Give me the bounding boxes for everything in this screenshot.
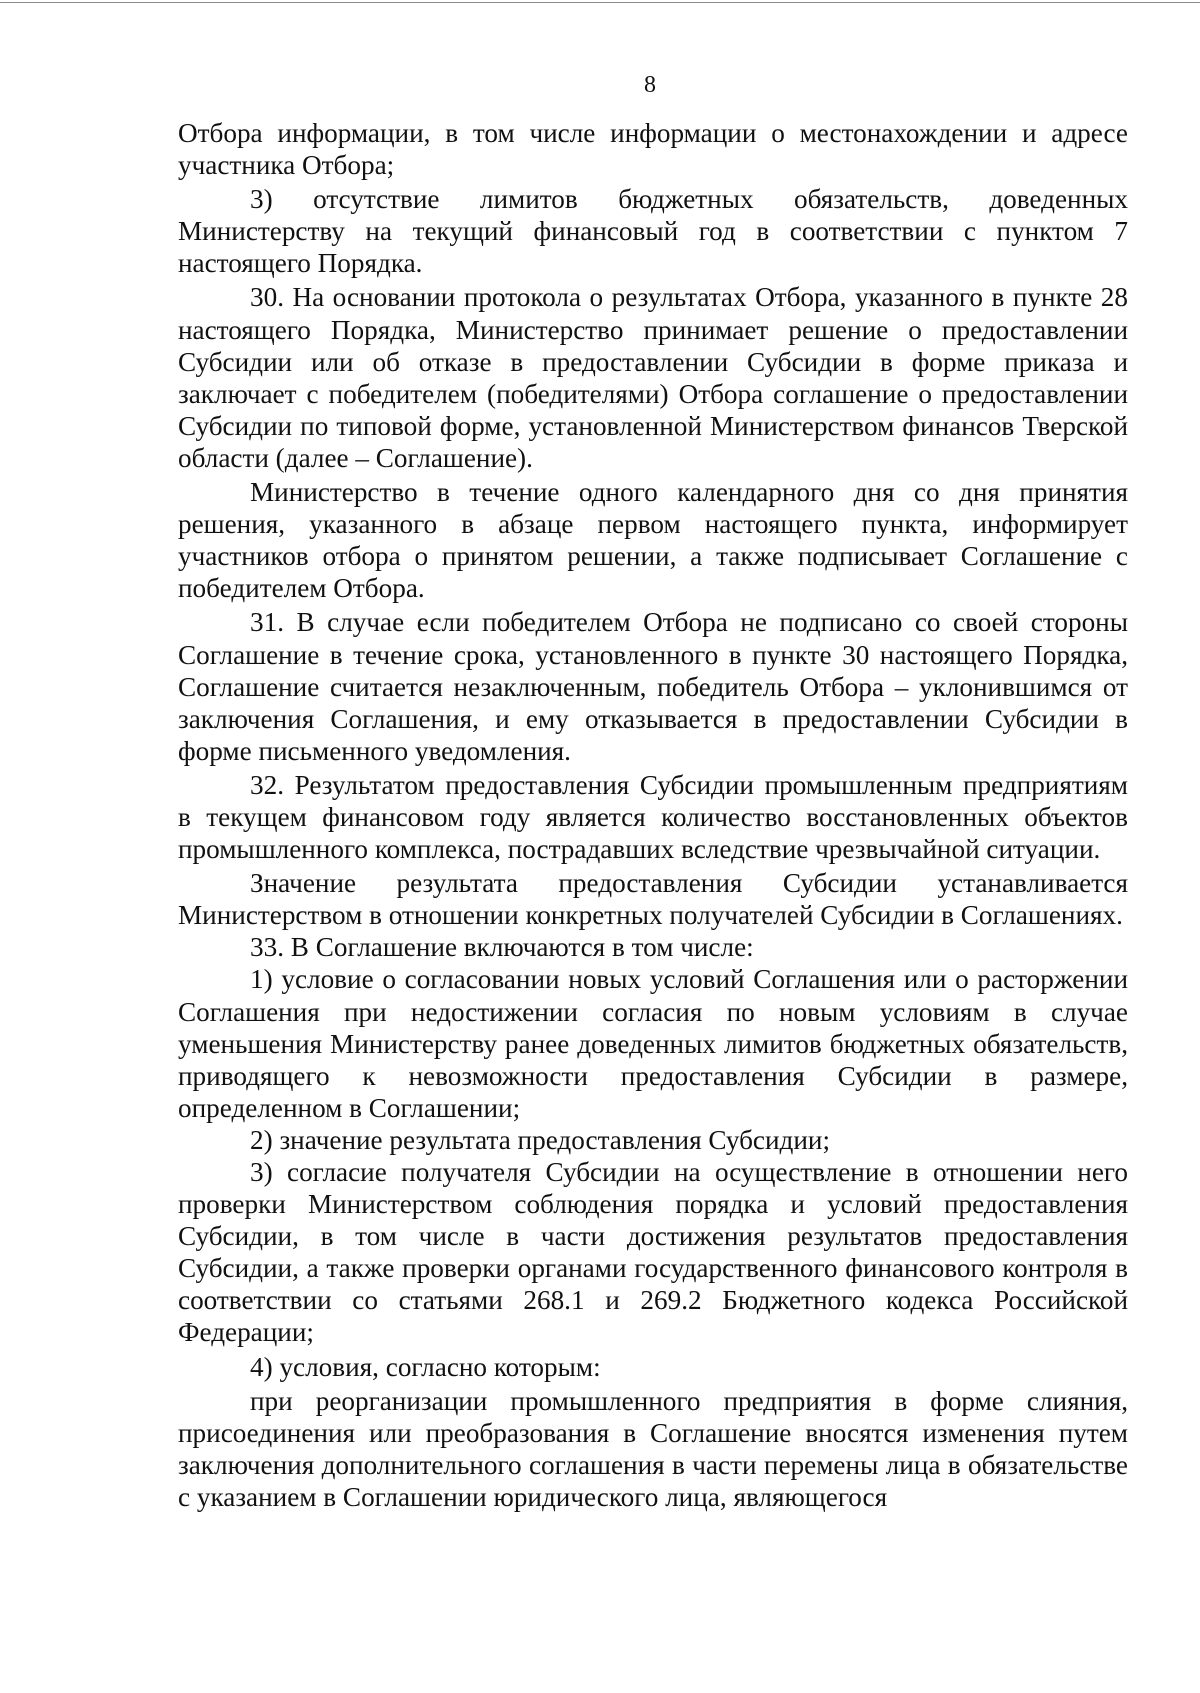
paragraph-33: 33. В Соглашение включаются в том числе: (250, 932, 754, 963)
paragraph-31: 31. В случае если победителем Отбора не подписано со своей стороны Соглашение в течение срока, установленного в пункте 30 настоящего Порядка, Соглашение считается незаключенным, победитель Отбора – уклонившимся от заключения Соглашения, и ему отказывается в предоставлении Субсидии в форме письменного уведомления. (178, 607, 1128, 766)
paragraph-32-second: Значение результата предоставления Субсидии устанавливается Министерством в отношении конкретных получателей Субсидии в Соглашениях. (178, 868, 1128, 931)
paragraph-33-item-1: 1) условие о согласовании новых условий Соглашения или о расторжении Соглашения при недостижении согласия по новым условиям в случае уменьшения Министерству ранее доведенных лимитов бюджетных обязательств, приводящего к невозможности предоставления Субсидии в размере, определенном в Соглашении; (178, 964, 1128, 1123)
paragraph-33-item-3: 3) согласие получателя Субсидии на осуществление в отношении него проверки Министерством соблюдения порядка и условий предоставления Субсидии, в том числе в части достижения результатов предоставления Субсидии, а также проверки органами государственного финансового контроля в соответствии со статьями 268.1 и 269.2 Бюджетного кодекса Российской Федерации; (178, 1157, 1128, 1348)
paragraph-reorganization: при реорганизации промышленного предприятия в форме слияния, присоединения или преобразования в Соглашение вносятся изменения путем заключения дополнительного соглашения в части перемены лица в обязательстве с указанием в Соглашении юридического лица, являющегося (178, 1385, 1128, 1512)
paragraph-33-item-4: 4) условия, согласно которым: (250, 1351, 601, 1382)
paragraph-30-second: Министерство в течение одного календарного дня со дня принятия решения, указанного в абзаце первом настоящего пункта, информирует участников отбора о принятом решении, а также подписывает Соглашение с победителем Отбора. (178, 477, 1128, 604)
paragraph-30: 30. На основании протокола о результатах Отбора, указанного в пункте 28 настоящего Порядка, Министерство принимает решение о предоставлении Субсидии или об отказе в предоставлении Субсидии в форме приказа и заключает с победителем (победителями) Отбора соглашение о предоставлении Субсидии по типовой форме, установленной Министерством финансов Тверской области (далее – Соглашение). (178, 282, 1128, 473)
scan-edge-line (0, 2, 1200, 3)
paragraph-33-item-2: 2) значение результата предоставления Субсидии; (250, 1124, 831, 1155)
paragraph-continuation: Отбора информации, в том числе информации о местонахождении и адресе участника Отбора; (178, 118, 1128, 181)
page-number: 8 (644, 72, 656, 98)
paragraph-32: 32. Результатом предоставления Субсидии промышленным предприятиям в текущем финансовом году является количество восстановленных объектов промышленного комплекса, пострадавших вследствие чрезвычайной ситуации. (178, 769, 1128, 865)
document-body (178, 117, 1128, 1513)
paragraph-item-3: 3) отсутствие лимитов бюджетных обязательств, доведенных Министерству на текущий финансовый год в соответствии с пунктом 7 настоящего Порядка. (178, 184, 1128, 279)
